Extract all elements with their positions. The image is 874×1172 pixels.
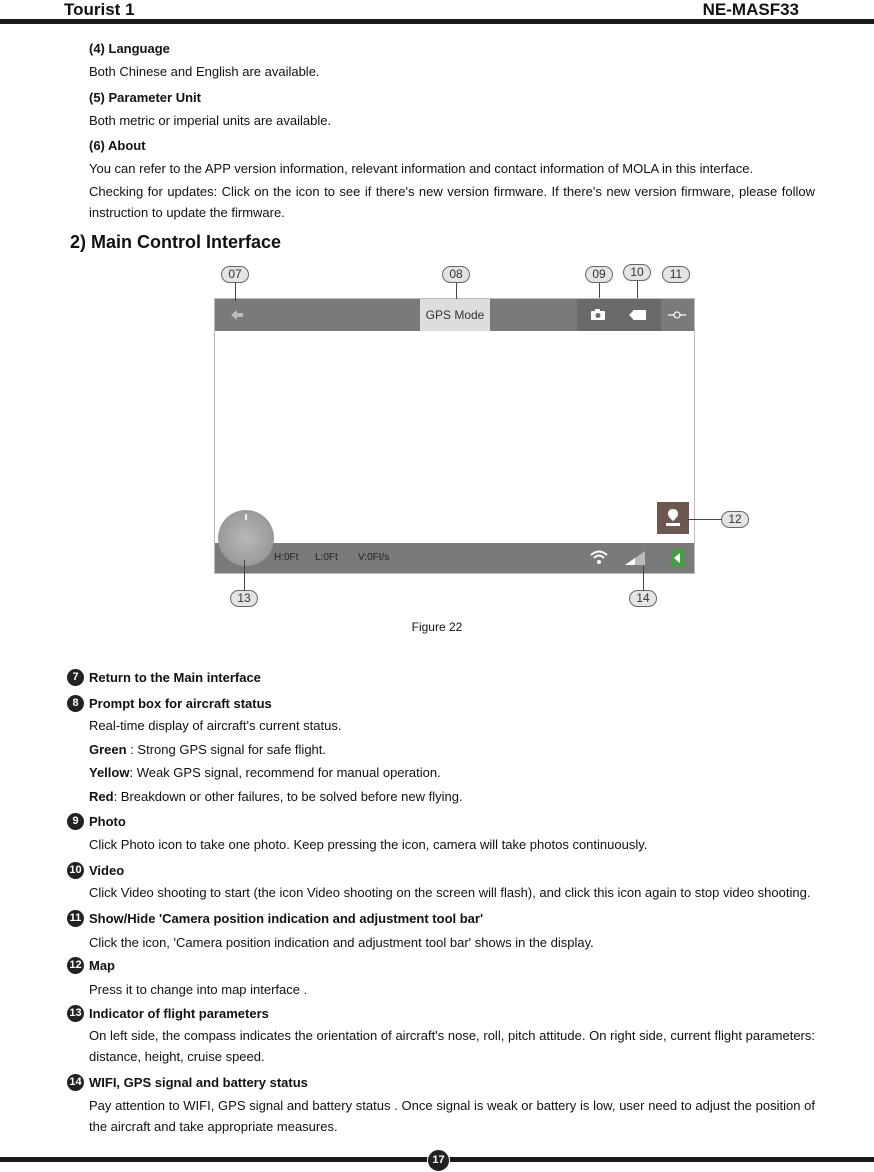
- item-number-8: 8: [67, 695, 84, 712]
- battery-icon: [670, 548, 686, 568]
- leader-12: [688, 519, 722, 520]
- compass-indicator: [218, 510, 274, 566]
- setting-about-update: Checking for updates: Click on the icon to see if there's new version firmware. If there's new version firmware, please follow instruction to update the firmware.: [89, 184, 815, 220]
- callout-10: 10: [623, 264, 651, 281]
- yellow-text: : Weak GPS signal, recommend for manual operation.: [129, 765, 441, 780]
- setting-unit-title: (5) Parameter Unit: [89, 90, 201, 105]
- item-8-red: [89, 786, 815, 807]
- item-number-9: 9: [67, 813, 84, 830]
- callout-11: 11: [662, 266, 690, 283]
- setting-language-text: Both Chinese and English are available.: [89, 64, 320, 79]
- page-number: 17: [427, 1149, 450, 1172]
- leader-10: [637, 281, 638, 298]
- item-11-desc: Click the icon, 'Camera position indication and adjustment tool bar' shows in the display.: [89, 935, 594, 950]
- item-12-desc: Press it to change into map interface .: [89, 982, 308, 997]
- leader-13: [244, 560, 245, 591]
- setting-about-title: (6) About: [89, 138, 146, 153]
- callout-08: 08: [442, 266, 470, 283]
- leader-09: [599, 283, 600, 298]
- header-rule: [0, 19, 874, 24]
- item-10-title: Video: [89, 863, 125, 878]
- leader-14: [643, 566, 644, 591]
- item-number-11: 11: [67, 910, 84, 927]
- green-text: : Strong GPS signal for safe flight.: [126, 742, 327, 757]
- map-pin-icon: [665, 508, 681, 528]
- toolbar-toggle-icon[interactable]: [668, 310, 686, 320]
- bottom-bar: [215, 543, 694, 573]
- camera-icon[interactable]: [590, 308, 606, 321]
- item-9-title: Photo: [89, 814, 126, 829]
- item-number-10: 10: [67, 862, 84, 879]
- map-button[interactable]: [657, 502, 689, 534]
- item-10-desc: Click Video shooting to start (the icon Video shooting on the screen will flash), and click this icon again to stop video shooting.: [89, 885, 811, 900]
- leader-08: [456, 283, 457, 299]
- back-arrow-icon[interactable]: [229, 308, 245, 322]
- item-number-7: 7: [67, 669, 84, 686]
- leader-07: [235, 283, 236, 301]
- compass-pointer: [245, 514, 247, 520]
- item-11-title: Show/Hide 'Camera position indication and adjustment tool bar': [89, 911, 484, 926]
- red-label: Red: [89, 789, 114, 804]
- setting-language-title: (4) Language: [89, 41, 170, 56]
- setting-unit-text: Both metric or imperial units are available.: [89, 113, 332, 128]
- item-8-green: [89, 739, 815, 760]
- setting-about-text: You can refer to the APP version information, relevant information and contact information of MOLA in this interface.: [89, 161, 754, 176]
- speed-readout: V:0Ft/s: [358, 552, 390, 563]
- callout-07: 07: [221, 266, 249, 283]
- item-8-yellow: [89, 762, 815, 783]
- callout-14: 14: [629, 590, 657, 607]
- item-8-desc: Real-time display of aircraft's current status.: [89, 718, 342, 733]
- section-title: 2) Main Control Interface: [70, 232, 282, 252]
- item-9-desc: Click Photo icon to take one photo. Keep pressing the icon, camera will take photos continuously.: [89, 837, 648, 852]
- item-13-desc: On left side, the compass indicates the orientation of aircraft's nose, roll, pitch attitude. On right side, current flight parameters: distance, height, cruise speed.: [89, 1028, 815, 1064]
- item-12-title: Map: [89, 958, 115, 973]
- item-14-desc: Pay attention to WIFI, GPS signal and battery status . Once signal is weak or battery is low, user need to adjust the position of the aircraft and take appropriate measures.: [89, 1098, 815, 1134]
- video-icon[interactable]: [628, 309, 648, 321]
- top-bar: [215, 299, 694, 331]
- callout-12: 12: [721, 511, 749, 528]
- item-number-12: 12: [67, 957, 84, 974]
- item-8-title: Prompt box for aircraft status: [89, 696, 272, 711]
- yellow-label: Yellow: [89, 765, 130, 780]
- item-number-14: 14: [67, 1074, 84, 1091]
- red-text: : Breakdown or other failures, to be solved before new flying.: [113, 789, 463, 804]
- main-control-screenshot: [214, 298, 695, 574]
- doc-model-left: Tourist 1: [64, 0, 135, 19]
- item-14-title: WIFI, GPS signal and battery status: [89, 1075, 308, 1090]
- green-label: Green: [89, 742, 127, 757]
- wifi-icon: [589, 549, 609, 565]
- gps-signal-icon: [623, 549, 647, 567]
- item-13-title: Indicator of flight parameters: [89, 1006, 269, 1021]
- height-readout: H:0Ft: [274, 552, 299, 563]
- item-number-13: 13: [67, 1005, 84, 1022]
- item-7-title: Return to the Main interface: [89, 670, 261, 685]
- figure-caption: Figure 22: [411, 620, 463, 634]
- gps-mode-box: GPS Mode: [420, 299, 490, 331]
- callout-13: 13: [230, 590, 258, 607]
- callout-09: 09: [585, 266, 613, 283]
- doc-model-right: NE-MASF33: [702, 0, 799, 19]
- distance-readout: L:0Ft: [315, 552, 338, 563]
